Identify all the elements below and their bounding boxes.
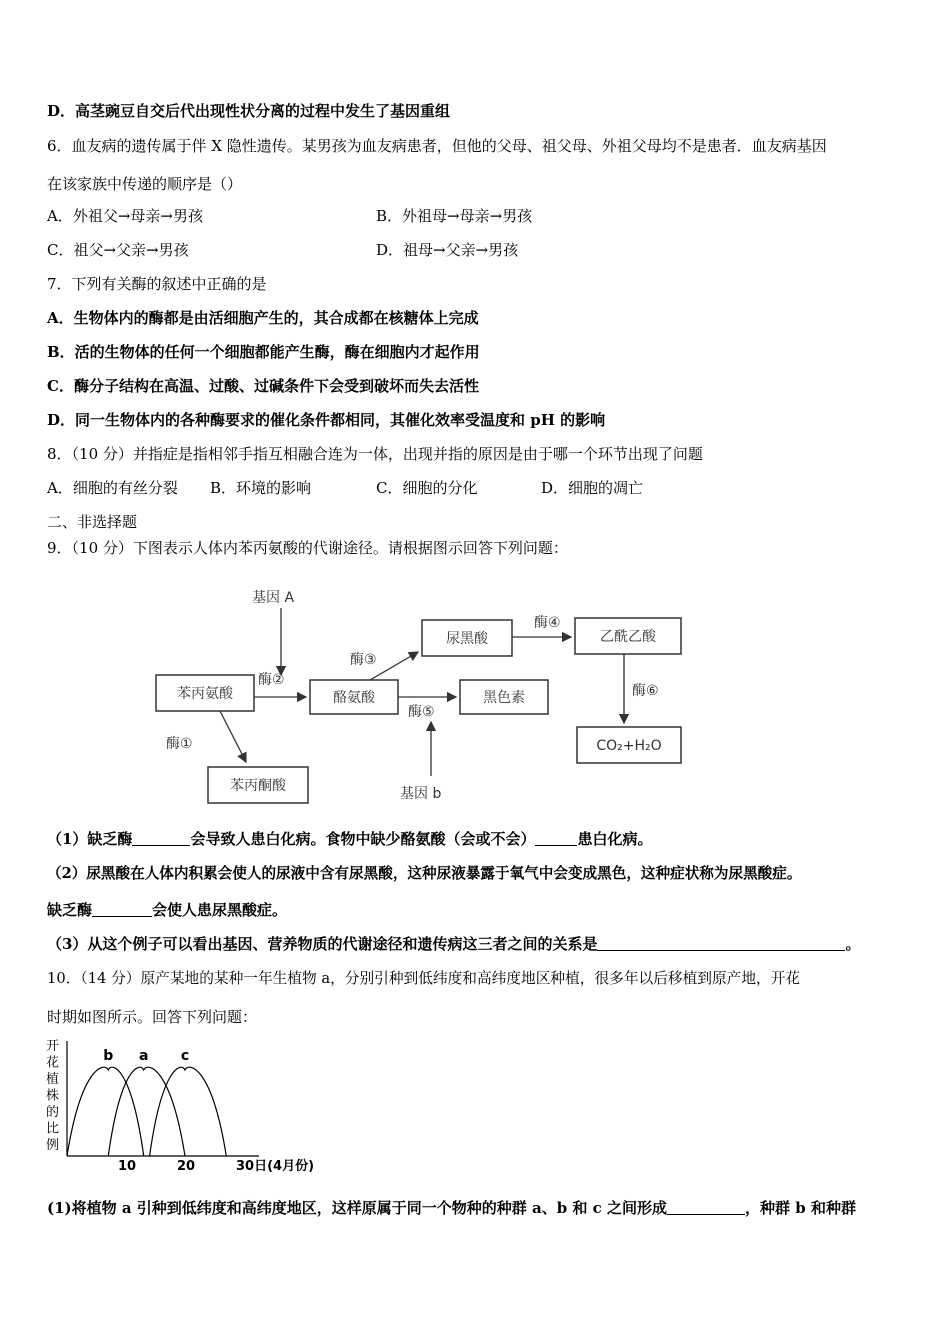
q10-part-1-text-b: ，种群 b 和种群 bbox=[745, 1199, 856, 1217]
label-enzyme-5: 酶⑤ bbox=[408, 704, 435, 720]
q10-part-1-text-a: (1)将植物 a 引种到低纬度和高纬度地区，这样原属于同一个物种的种群 a、b 和 c 之间形成 bbox=[47, 1199, 668, 1217]
curve-b bbox=[67, 1067, 144, 1156]
curve-label-a: a bbox=[138, 1048, 149, 1064]
answer-blank[interactable] bbox=[667, 1200, 745, 1215]
x-tick-label: 20 bbox=[177, 1159, 196, 1174]
q9-part-1 bbox=[47, 829, 652, 849]
label-gene-a: 基因 A bbox=[252, 590, 295, 606]
q6-stem: 6．血友病的遗传属于伴 X 隐性遗传。某男孩为血友病患者，但他的父母、祖父母、外祖父母均不是患者．血友病基因 bbox=[47, 137, 827, 155]
label-enzyme-2: 酶② bbox=[258, 672, 285, 688]
q8-option-c: C．细胞的分化 bbox=[376, 479, 478, 497]
q6-option-c: C．祖父→父亲→男孩 bbox=[47, 241, 189, 259]
curve-label-c: c bbox=[180, 1048, 190, 1064]
q10-part-1 bbox=[47, 1198, 856, 1218]
flowering-period-chart bbox=[44, 1036, 315, 1174]
q7-option-d: D．同一生物体内的各种酶要求的催化条件都相同，其催化效率受温度和 pH 的影响 bbox=[47, 411, 606, 429]
q6-option-a: A．外祖父→母亲→男孩 bbox=[47, 207, 203, 225]
q8-stem: 8．（10 分）并指症是指相邻手指互相融合连为一体，出现并指的原因是由于哪一个环节出现了问题 bbox=[47, 445, 703, 463]
label-enzyme-6: 酶⑥ bbox=[632, 683, 659, 699]
arrow-phe-to-pyruvate bbox=[220, 711, 246, 762]
answer-blank[interactable] bbox=[535, 831, 577, 846]
q7-option-a: A．生物体内的酶都是由活细胞产生的，其合成都在核糖体上完成 bbox=[47, 309, 479, 327]
y-axis-label bbox=[46, 1039, 59, 1153]
q6-stem-cont: 在该家族中传递的顺序是（） bbox=[47, 175, 243, 193]
q6-option-b: B．外祖母→母亲→男孩 bbox=[376, 207, 533, 225]
q8-option-b: B．环境的影响 bbox=[210, 479, 312, 497]
label-phenylpyruvate: 苯丙酮酸 bbox=[230, 778, 286, 794]
q7-option-b: B．活的生物体的任何一个细胞都能产生酶，酶在细胞内才起作用 bbox=[47, 343, 480, 361]
q9-part-2-text-a: 缺乏酶 bbox=[47, 901, 93, 919]
q8-option-d: D．细胞的凋亡 bbox=[541, 479, 644, 497]
label-acetoacetate: 乙酰乙酸 bbox=[600, 629, 656, 645]
x-tick-label: 30日(4月份) bbox=[236, 1159, 315, 1174]
answer-blank[interactable] bbox=[597, 936, 845, 951]
label-enzyme-4: 酶④ bbox=[534, 615, 561, 631]
q5-option-d: D．高茎豌豆自交后代出现性状分离的过程中发生了基因重组 bbox=[47, 102, 451, 120]
q9-part-3-text-b: 。 bbox=[845, 935, 861, 953]
q9-part-1-text-a: （1）缺乏酶 bbox=[47, 830, 133, 848]
answer-blank[interactable] bbox=[132, 831, 190, 846]
y-axis-label-text: 开花植株的比例 bbox=[46, 1039, 60, 1153]
q9-part-2-text-b: 会使人患尿黑酸症。 bbox=[152, 901, 288, 919]
x-tick-label: 10 bbox=[118, 1159, 137, 1174]
q9-part-1-text-b: 会导致人患白化病。食物中缺少酪氨酸（会或不会） bbox=[190, 830, 536, 848]
answer-blank[interactable] bbox=[92, 902, 152, 917]
q9-part-2: （2）尿黑酸在人体内积累会使人的尿液中含有尿黑酸，这种尿液暴露于氧气中会变成黑色，这种症状称为尿黑酸症。 bbox=[47, 865, 802, 882]
curve-label-b: b bbox=[103, 1048, 114, 1064]
label-homogentisate: 尿黑酸 bbox=[446, 631, 488, 647]
label-co2-h2o: CO₂+H₂O bbox=[596, 738, 662, 754]
q9-part-1-text-c: 患白化病。 bbox=[577, 830, 653, 848]
curve-c bbox=[150, 1067, 227, 1156]
arrow-tyr-to-homogentisate bbox=[370, 652, 418, 680]
q10-stem-cont: 时期如图所示。回答下列问题： bbox=[47, 1008, 258, 1026]
label-melanin: 黑色素 bbox=[483, 690, 525, 706]
q7-stem: 7．下列有关酶的叙述中正确的是 bbox=[47, 275, 267, 293]
label-tyrosine: 酪氨酸 bbox=[333, 690, 375, 706]
q8-option-a: A．细胞的有丝分裂 bbox=[47, 479, 178, 497]
q9-part-3-text-a: （3）从这个例子可以看出基因、营养物质的代谢途径和遗传病这三者之间的关系是 bbox=[47, 935, 598, 953]
q9-part-3 bbox=[47, 934, 860, 954]
q9-stem: 9．（10 分）下图表示人体内苯丙氨酸的代谢途径。请根据图示回答下列问题： bbox=[47, 539, 568, 557]
q6-option-d: D．祖母→父亲→男孩 bbox=[376, 241, 519, 259]
curve-a bbox=[108, 1067, 185, 1156]
q7-option-c: C．酶分子结构在高温、过酸、过碱条件下会受到破坏而失去活性 bbox=[47, 377, 479, 395]
label-gene-b: 基因 b bbox=[400, 786, 442, 802]
metabolic-pathway-diagram bbox=[150, 580, 695, 810]
label-phenylalanine: 苯丙氨酸 bbox=[177, 686, 233, 702]
label-enzyme-3: 酶③ bbox=[350, 652, 377, 668]
q10-stem: 10．（14 分）原产某地的某种一年生植物 a，分别引种到低纬度和高纬度地区种植，很多年以后移植到原产地，开花 bbox=[47, 970, 801, 987]
label-enzyme-1: 酶① bbox=[166, 736, 193, 752]
q9-part-2-cont bbox=[47, 900, 287, 920]
section-heading: 二、非选择题 bbox=[47, 513, 138, 531]
